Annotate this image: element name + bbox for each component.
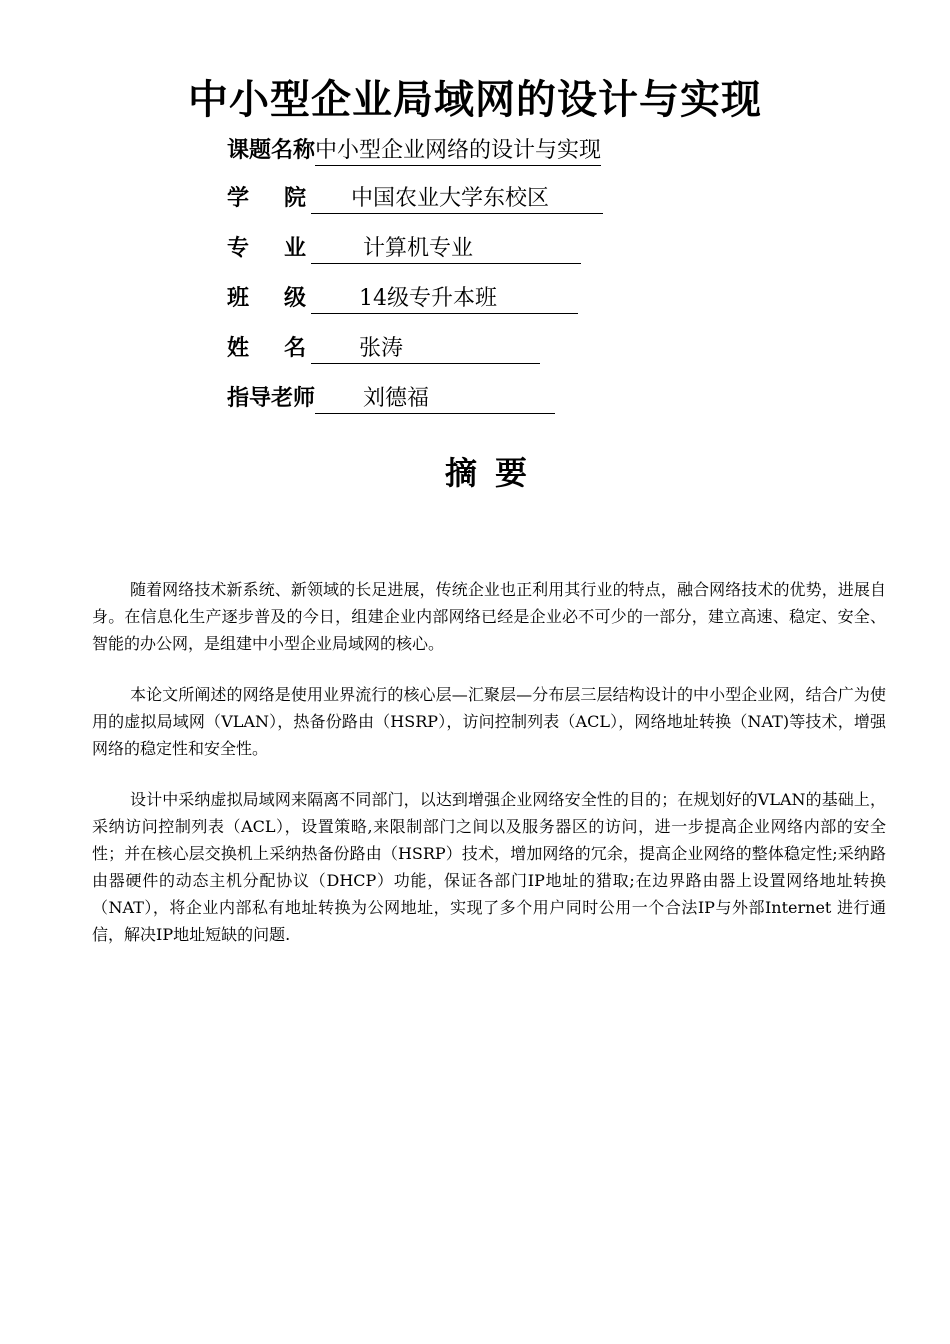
document-title: 中小型企业局域网的设计与实现 [188, 77, 762, 123]
name-label-char-1: 姓 [227, 336, 250, 361]
info-row-major [227, 228, 581, 264]
class-value: 14级专升本班 [311, 285, 578, 314]
abstract-paragraph-2: 本论文所阐述的网络是使用业界流行的核心层—汇聚层—分布层三层结构设计的中小型企业网，结合广为使用的虚拟局域网（VLAN），热备份路由（HSRP），访问控制列表（ACL），网络地址转换（NAT)等技术，增强网络的稳定性和安全性。 [92, 685, 886, 758]
class-label-char-2: 级 [284, 286, 307, 311]
info-row-college [227, 178, 603, 214]
topic-value: 中小型企业网络的设计与实现 [315, 137, 601, 166]
abstract-paragraph-1: 随着网络技术新系统、新领域的长足进展，传统企业也正利用其行业的特点，融合网络技术的优势，进展自身。在信息化生产逐步普及的今日，组建企业内部网络已经是企业必不可少的一部分，建立高速、稳定、安全、智能的办公网，是组建中小型企业局域网的核心。 [92, 580, 886, 653]
college-value: 中国农业大学东校区 [311, 185, 603, 214]
class-label [227, 284, 311, 314]
major-value: 计算机专业 [311, 235, 581, 264]
name-label-char-2: 名 [284, 336, 307, 361]
advisor-label: 指导老师 [227, 386, 316, 411]
college-label-char-2: 院 [284, 186, 307, 211]
topic-label: 课题名称 [227, 138, 316, 163]
info-row-name [227, 328, 540, 364]
major-label-char-1: 专 [227, 236, 250, 261]
class-label-char-1: 班 [227, 286, 250, 311]
major-label [227, 234, 311, 264]
info-row-topic [227, 130, 601, 166]
abstract-paragraph-3: 设计中采纳虚拟局域网来隔离不同部门，以达到增强企业网络安全性的目的；在规划好的VLAN的基础上，采纳访问控制列表（ACL），设置策略,来限制部门之间以及服务器区的访问，进一步提高企业网络内部的安全性；并在核心层交换机上采纳热备份路由（HSRP）技术，增加网络的冗余，提高企业网络的整体稳定性;采纳路由器硬件的动态主机分配协议（DHCP）功能，保证各部门IP地址的猎取;在边界路由器上设置网络地址转换（NAT），将企业内部私有地址转换为公网地址，实现了多个用户同时公用一个合法IP与外部Internet 进行通信，解决IP地址短缺的问题. [92, 790, 886, 944]
info-row-class [227, 278, 578, 314]
advisor-value: 刘德福 [315, 385, 555, 414]
college-label-char-1: 学 [227, 186, 250, 211]
college-label [227, 184, 311, 214]
name-value: 张涛 [311, 335, 540, 364]
abstract-body [92, 576, 886, 972]
abstract-heading: 摘要 [444, 454, 545, 492]
name-label [227, 334, 311, 364]
info-row-advisor [227, 378, 555, 414]
major-label-char-2: 业 [284, 236, 307, 261]
